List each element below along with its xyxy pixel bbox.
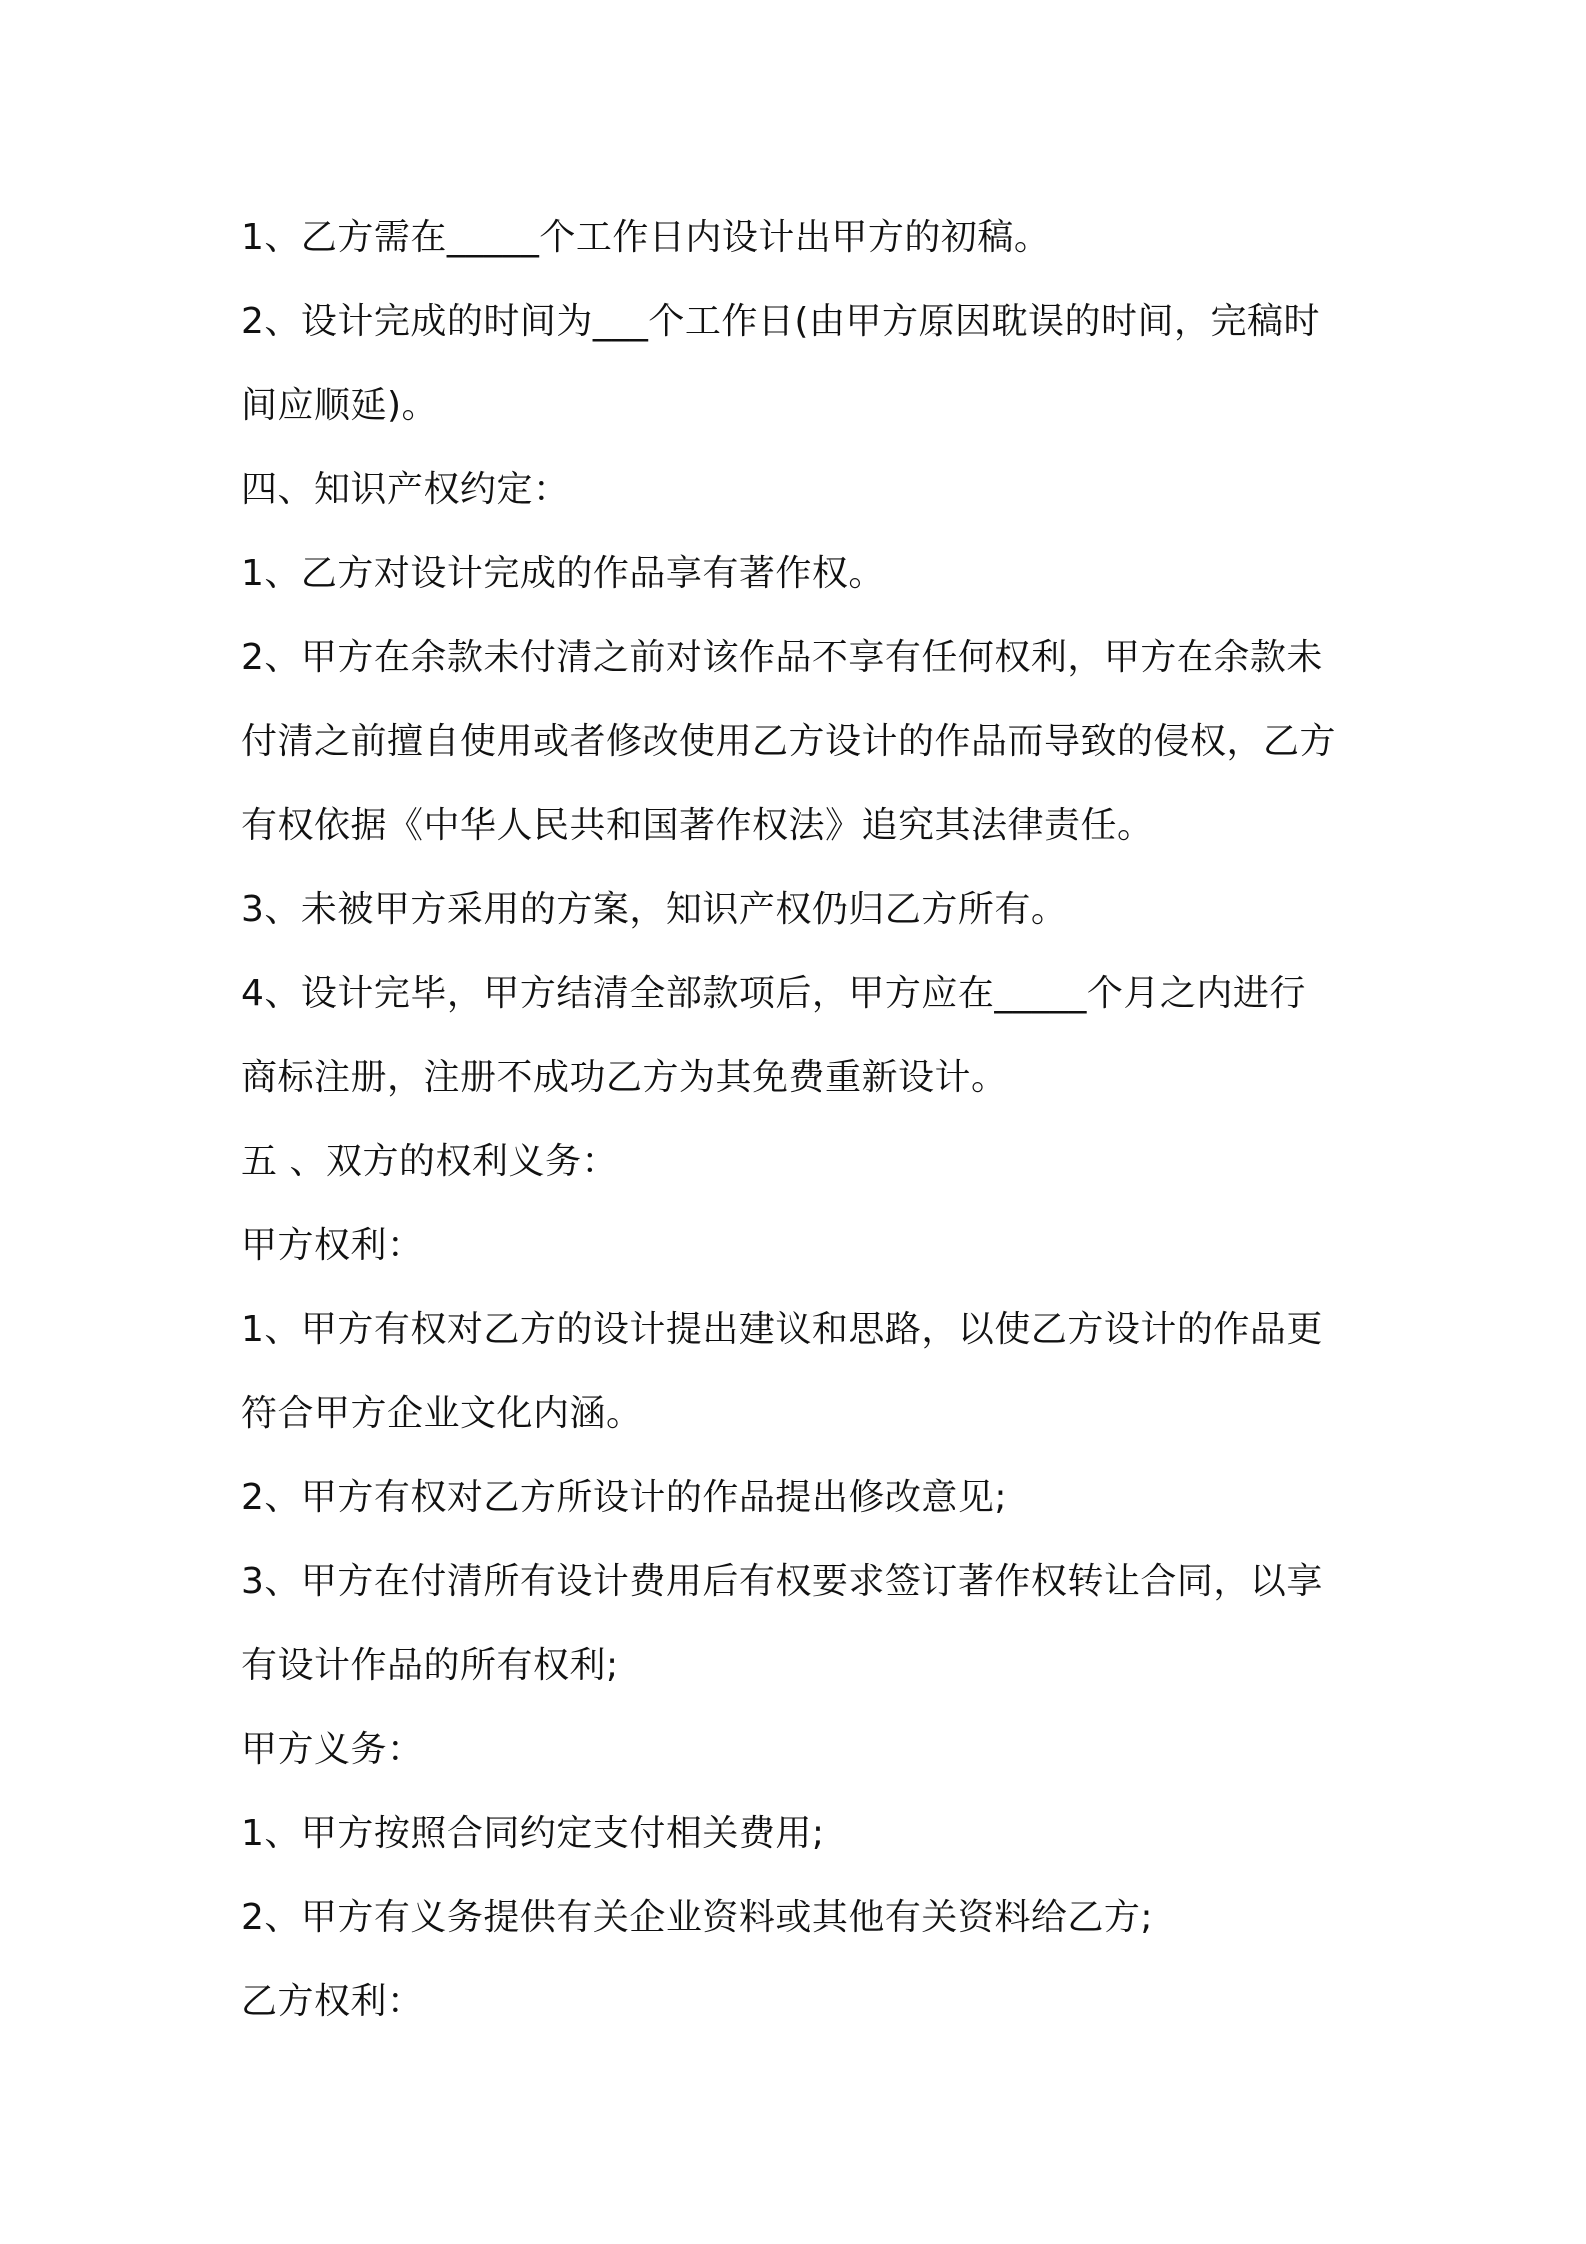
text-line: 有设计作品的所有权利; [241, 1645, 619, 1686]
text-line: 有权依据《中华人民共和国著作权法》追究其法律责任。 [241, 805, 1154, 846]
text-line: 1、乙方对设计完成的作品享有著作权。 [241, 553, 885, 594]
text-line: 间应顺延)。 [241, 385, 439, 426]
subsection-heading: 甲方义务： [241, 1729, 424, 1770]
text-line: 3、未被甲方采用的方案，知识产权仍归乙方所有。 [241, 889, 1068, 930]
text-line: 付清之前擅自使用或者修改使用乙方设计的作品而导致的侵权，乙方 [241, 721, 1337, 762]
subsection-heading: 乙方权利： [241, 1981, 424, 2022]
text-line: 1、甲方按照合同约定支付相关费用; [241, 1813, 825, 1854]
subsection-heading: 甲方权利： [241, 1225, 424, 1266]
document-body [241, 196, 1361, 2044]
section-heading: 五 、双方的权利义务： [241, 1141, 618, 1182]
text-line: 商标注册，注册不成功乙方为其免费重新设计。 [241, 1057, 1008, 1098]
text-line: 1、甲方有权对乙方的设计提出建议和思路，以使乙方设计的作品更 [241, 1309, 1323, 1350]
text-line: 4、设计完毕，甲方结清全部款项后，甲方应在_____个月之内进行 [241, 973, 1306, 1014]
text-line: 符合甲方企业文化内涵。 [241, 1393, 643, 1434]
section-heading: 四、知识产权约定： [241, 469, 570, 510]
text-line: 1、乙方需在_____个工作日内设计出甲方的初稿。 [241, 217, 1051, 258]
text-line: 2、设计完成的时间为___个工作日(由甲方原因耽误的时间，完稿时 [241, 301, 1320, 342]
text-line: 2、甲方在余款未付清之前对该作品不享有任何权利，甲方在余款未 [241, 637, 1323, 678]
text-line: 2、甲方有权对乙方所设计的作品提出修改意见; [241, 1477, 1008, 1518]
text-line: 3、甲方在付清所有设计费用后有权要求签订著作权转让合同，以享 [241, 1561, 1323, 1602]
text-line: 2、甲方有义务提供有关企业资料或其他有关资料给乙方; [241, 1897, 1154, 1938]
